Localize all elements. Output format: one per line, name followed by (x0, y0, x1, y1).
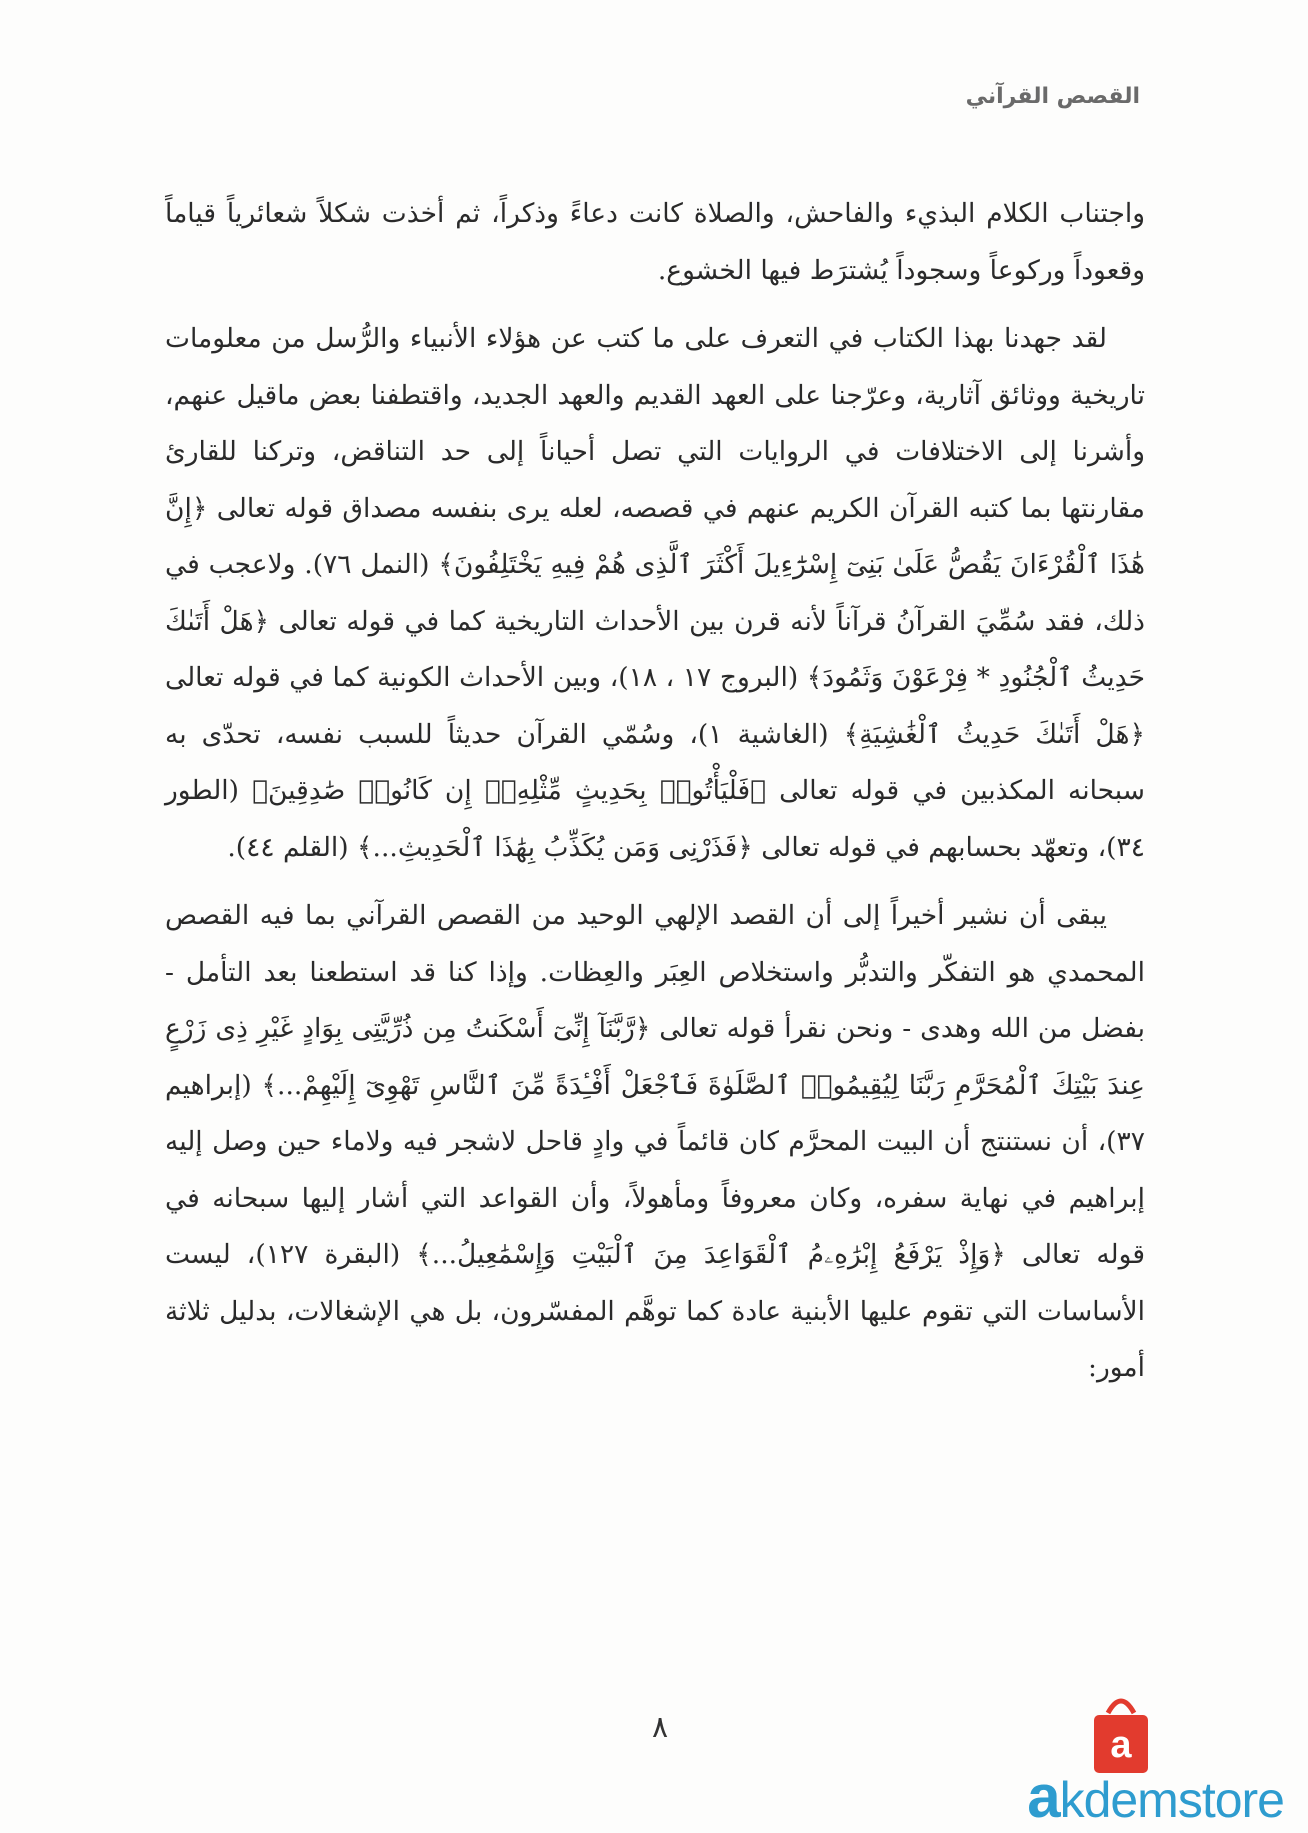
brand-initial: a (1027, 1763, 1060, 1830)
paragraph-3: يبقى أن نشير أخيراً إلى أن القصد الإلهي الوحيد من القصص القرآني بما فيه القصص المحمدي هو التفكّر والتدبُّر واستخلاص العِبَر والعِظات. وإذا كنا قد استطعنا بعد التأمل - بفضل من الله وهدى - ونحن نقرأ قوله تعالى ﴿رَّبَّنَآ إِنِّىٓ أَسْكَنتُ مِن ذُرِّيَّتِى بِوَادٍ غَيْرِ ذِى زَرْعٍ عِندَ بَيْتِكَ ٱلْمُحَرَّمِ رَبَّنَا لِيُقِيمُوا۟ ٱلصَّلَوٰةَ فَٱجْعَلْ أَفْـِٔدَةً مِّنَ ٱلنَّاسِ تَهْوِىٓ إِلَيْهِمْ...﴾ (إبراهيم ٣٧)، أن نستنتج أن البيت المحرَّم كان قائماً في وادٍ قاحل لاشجر فيه ولاماء حين وصل إليه إبراهيم في نهاية سفره، وكان معروفاً ومأهولاً، وأن القواعد التي أشار إليها سبحانه في قوله تعالى ﴿وَإِذْ يَرْفَعُ إِبْرَٰهِۦمُ ٱلْقَوَاعِدَ مِنَ ٱلْبَيْتِ وَإِسْمَٰعِيلُ...﴾ (البقرة ١٢٧)، ليست الأساسات التي تقوم عليها الأبنية عادة كما توهَّم المفسّرون، بل هي الإشغالات، بدليل ثلاثة أمور: (165, 900, 1145, 1383)
page-number: ٨ (651, 1710, 669, 1745)
paragraph-1: واجتناب الكلام البذيء والفاحش، والصلاة كانت دعاءً وذكراً، ثم أخذت شكلاً شعائرياً قياماً وقعوداً وركوعاً وسجوداً يُشترَط فيها الخشوع. (165, 198, 1145, 286)
gift-bag-icon (1090, 1693, 1152, 1777)
gift-bag-letter: a (1110, 1724, 1132, 1766)
running-title: القصص القرآني (965, 84, 1140, 109)
body-text (165, 186, 1145, 1397)
brand-name (1027, 1763, 1284, 1830)
store-watermark (984, 1693, 1284, 1833)
brand-rest: kdemstore (1059, 1772, 1284, 1828)
paragraph-2: لقد جهدنا بهذا الكتاب في التعرف على ما كتب عن هؤلاء الأنبياء والرُّسل من معلومات تاريخية ووثائق آثارية، وعرّجنا على العهد القديم والعهد الجديد، واقتطفنا بعض ماقيل عنهم، وأشرنا إلى الاختلافات في الروايات التي تصل أحياناً إلى حد التناقض، وتركنا للقارئ مقارنتها بما كتبه القرآن الكريم عنهم في قصصه، لعله يرى بنفسه مصداق قوله تعالى ﴿إِنَّ هَٰذَا ٱلْقُرْءَانَ يَقُصُّ عَلَىٰ بَنِىٓ إِسْرَٰٓءِيلَ أَكْثَرَ ٱلَّذِى هُمْ فِيهِ يَخْتَلِفُونَ﴾ (النمل ٧٦). ولاعجب في ذلك، فقد سُمِّيَ القرآنُ قرآناً لأنه قرن بين الأحداث التاريخية كما في قوله تعالى ﴿هَلْ أَتَىٰكَ حَدِيثُ ٱلْجُنُودِ * فِرْعَوْنَ وَثَمُودَ﴾ (البروج ١٧ ، ١٨)، وبين الأحداث الكونية كما في قوله تعالى ﴿هَلْ أَتَىٰكَ حَدِيثُ ٱلْغَٰشِيَةِ﴾ (الغاشية ١)، وسُمّي القرآن حديثاً للسبب نفسه، تحدّى به سبحانه المكذبين في قوله تعالى ﴿فَلْيَأْتُوا۟ بِحَدِيثٍ مِّثْلِهِۦٓ إِن كَانُوا۟ صَٰدِقِينَ﴾ (الطور ٣٤)، وتعهّد بحسابهم في قوله تعالى ﴿فَذَرْنِى وَمَن يُكَذِّبُ بِهَٰذَا ٱلْحَدِيثِ...﴾ (القلم ٤٤). (165, 323, 1146, 863)
